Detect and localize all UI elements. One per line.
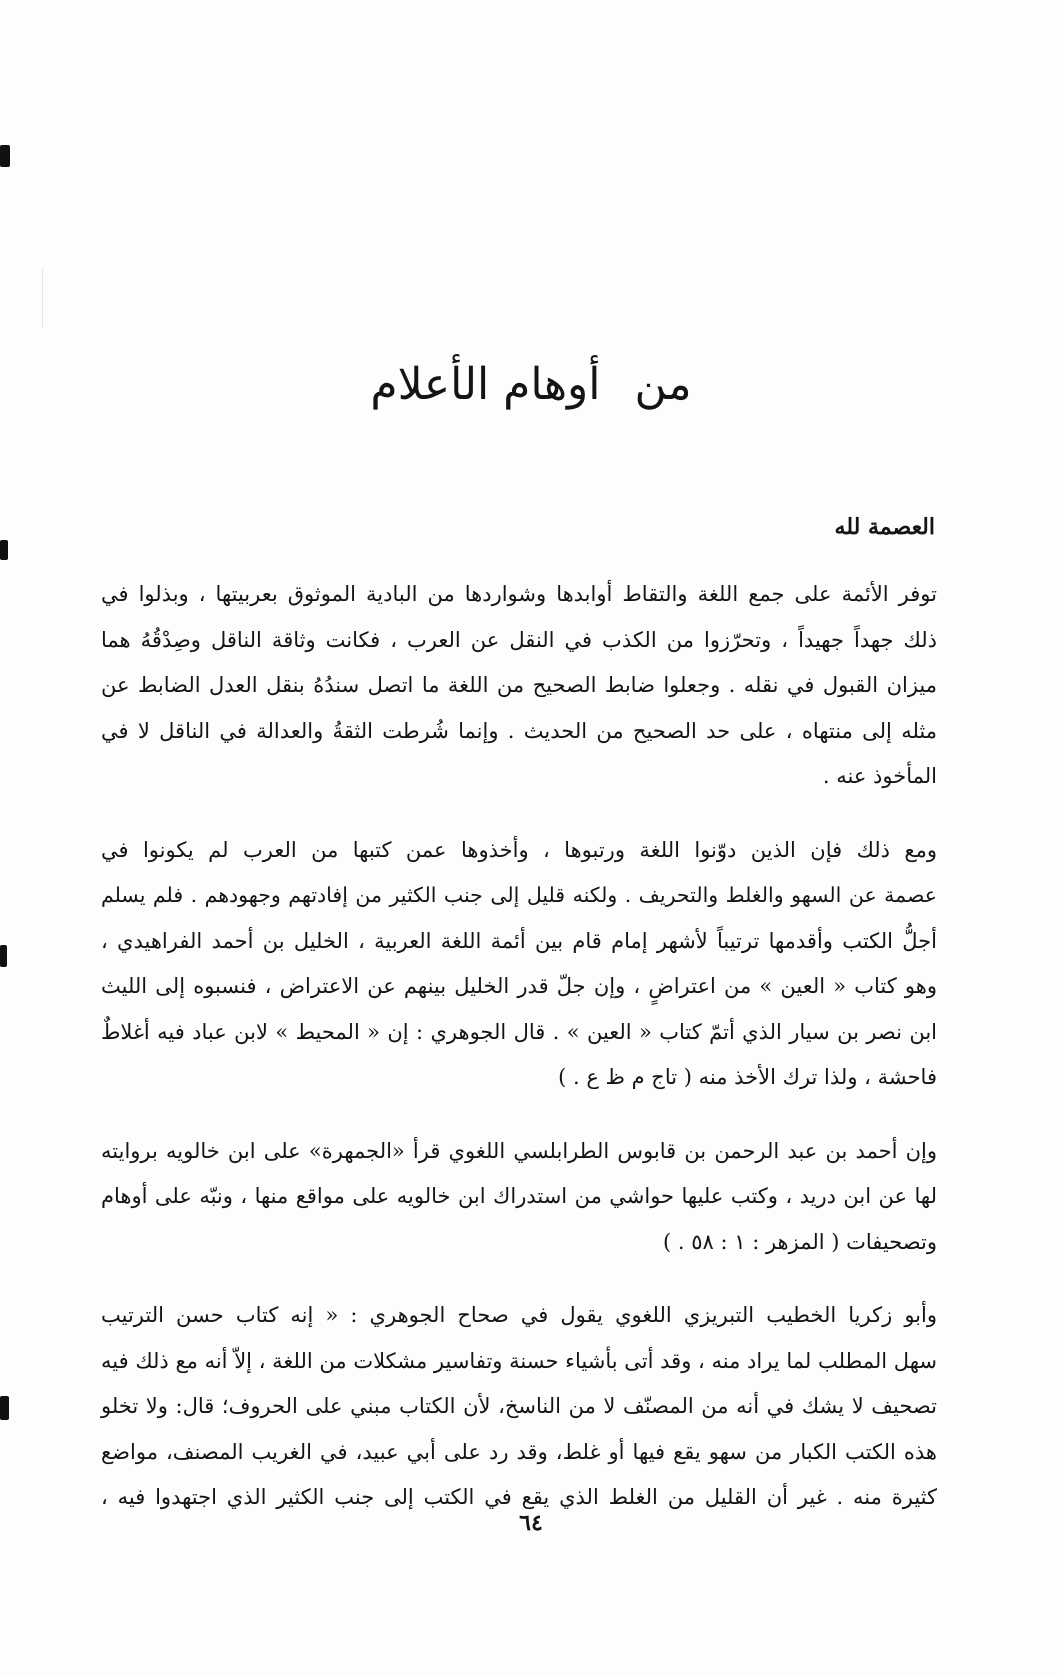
text-line: ميزان القبول في نقله . وجعلوا ضابط الصحيح من اللغة ما اتصل سندُهُ بنقل العدل الضابط عن bbox=[101, 673, 937, 697]
text-line: وتصحيفات ( المزهر : ١ : ٥٨ . ) bbox=[663, 1229, 937, 1254]
scan-edge-mark bbox=[0, 945, 7, 967]
page-number: ٦٤ bbox=[519, 1510, 543, 1536]
text-line: وهو كتاب « العين » من اعتراضٍ ، وإن جلّ قدر الخليل بينهم عن الاعتراض ، فنسبوه إلى الليث bbox=[101, 974, 937, 998]
text-line: مثله إلى منتهاه ، على حد الصحيح من الحديث . وإنما شُرطت الثقةُ والعدالة في الناقل لا في bbox=[101, 718, 937, 743]
scan-edge-mark bbox=[0, 540, 8, 560]
text-line: ذلك جهداً جهيداً ، وتحرّزوا من الكذب في النقل عن العرب ، فكانت وثاقة الناقل وصِدْقُهُ هما bbox=[101, 627, 937, 652]
scan-edge-mark bbox=[0, 145, 10, 167]
text-line: تصحيف لا يشك في أنه من المصنّف لا من الناسخ، لأن الكتاب مبني على الحروف؛ قال: ولا تخلو bbox=[101, 1394, 937, 1418]
text-line: سهل المطلب لما يراد منه ، وقد أتى بأشياء حسنة وتفاسير مشكلات من اللغة ، إلاّ أنه مع ذلك فيه bbox=[101, 1348, 937, 1373]
text-line: توفر الأئمة على جمع اللغة والتقاط أوابدها وشواردها من البادية الموثوق بعربيتها ، وبذلوا في bbox=[101, 582, 938, 606]
paragraph-1 bbox=[101, 572, 937, 800]
text-line: عصمة عن السهو والغلط والتحريف . ولكنه قليل إلى جنب الكثير من إفادتهم وجهودهم . فلم يسلم bbox=[101, 883, 937, 907]
title-word-2: أوهام الأعلام bbox=[370, 359, 601, 410]
text-line: أجلُّ الكتب وأقدمها ترتيباً لأشهر إمام قام بين أئمة اللغة العربية ، الخليل بن أحمد الفراهيدي ، bbox=[101, 928, 937, 953]
body-text bbox=[101, 572, 937, 1549]
text-line: كثيرة منه . غير أن القليل من الغلط الذي يقع في الكتب إلى جنب الكثير الذي اجتهدوا فيه ، bbox=[101, 1485, 937, 1509]
text-line: ومع ذلك فإن الذين دوّنوا اللغة ورتبوها ، وأخذوها عمن كتبها من العرب لم يكونوا في bbox=[101, 837, 937, 862]
text-line: هذه الكتب الكبار من سهو يقع فيها أو غلط، وقد رد على أبي عبيد، في الغريب المصنف، مواضع bbox=[101, 1439, 937, 1464]
paragraph-4 bbox=[101, 1293, 937, 1521]
paragraph-2 bbox=[101, 828, 937, 1101]
scan-faint-line bbox=[42, 268, 43, 328]
text-line: وأبو زكريا الخطيب التبريزي اللغوي يقول في صحاح الجوهري : « إنه كتاب حسن الترتيب bbox=[101, 1303, 937, 1327]
text-line: ابن نصر بن سيار الذي أتمّ كتاب « العين » . قال الجوهري : إن « المحيط » لابن عباد فيه أغلاطٌ bbox=[101, 1019, 937, 1044]
paragraph-3 bbox=[101, 1129, 937, 1266]
scan-edge-mark bbox=[0, 1396, 9, 1420]
page-title bbox=[0, 355, 1062, 415]
text-line: فاحشة ، ولذا ترك الأخذ منه ( تاج م ظ ع . ) bbox=[558, 1065, 937, 1089]
text-line: وإن أحمد بن عبد الرحمن بن قابوس الطرابلسي اللغوي قرأ «الجمهرة» على ابن خالويه بروايته bbox=[101, 1138, 937, 1163]
text-line: لها عن ابن دريد ، وكتب عليها حواشي من استدراك ابن خالويه على مواقع منها ، ونبّه على أوهام bbox=[101, 1184, 937, 1208]
text-line: المأخوذ عنه . bbox=[822, 764, 937, 788]
section-heading: العصمة لله bbox=[834, 514, 935, 540]
title-word-1: من bbox=[634, 359, 692, 410]
